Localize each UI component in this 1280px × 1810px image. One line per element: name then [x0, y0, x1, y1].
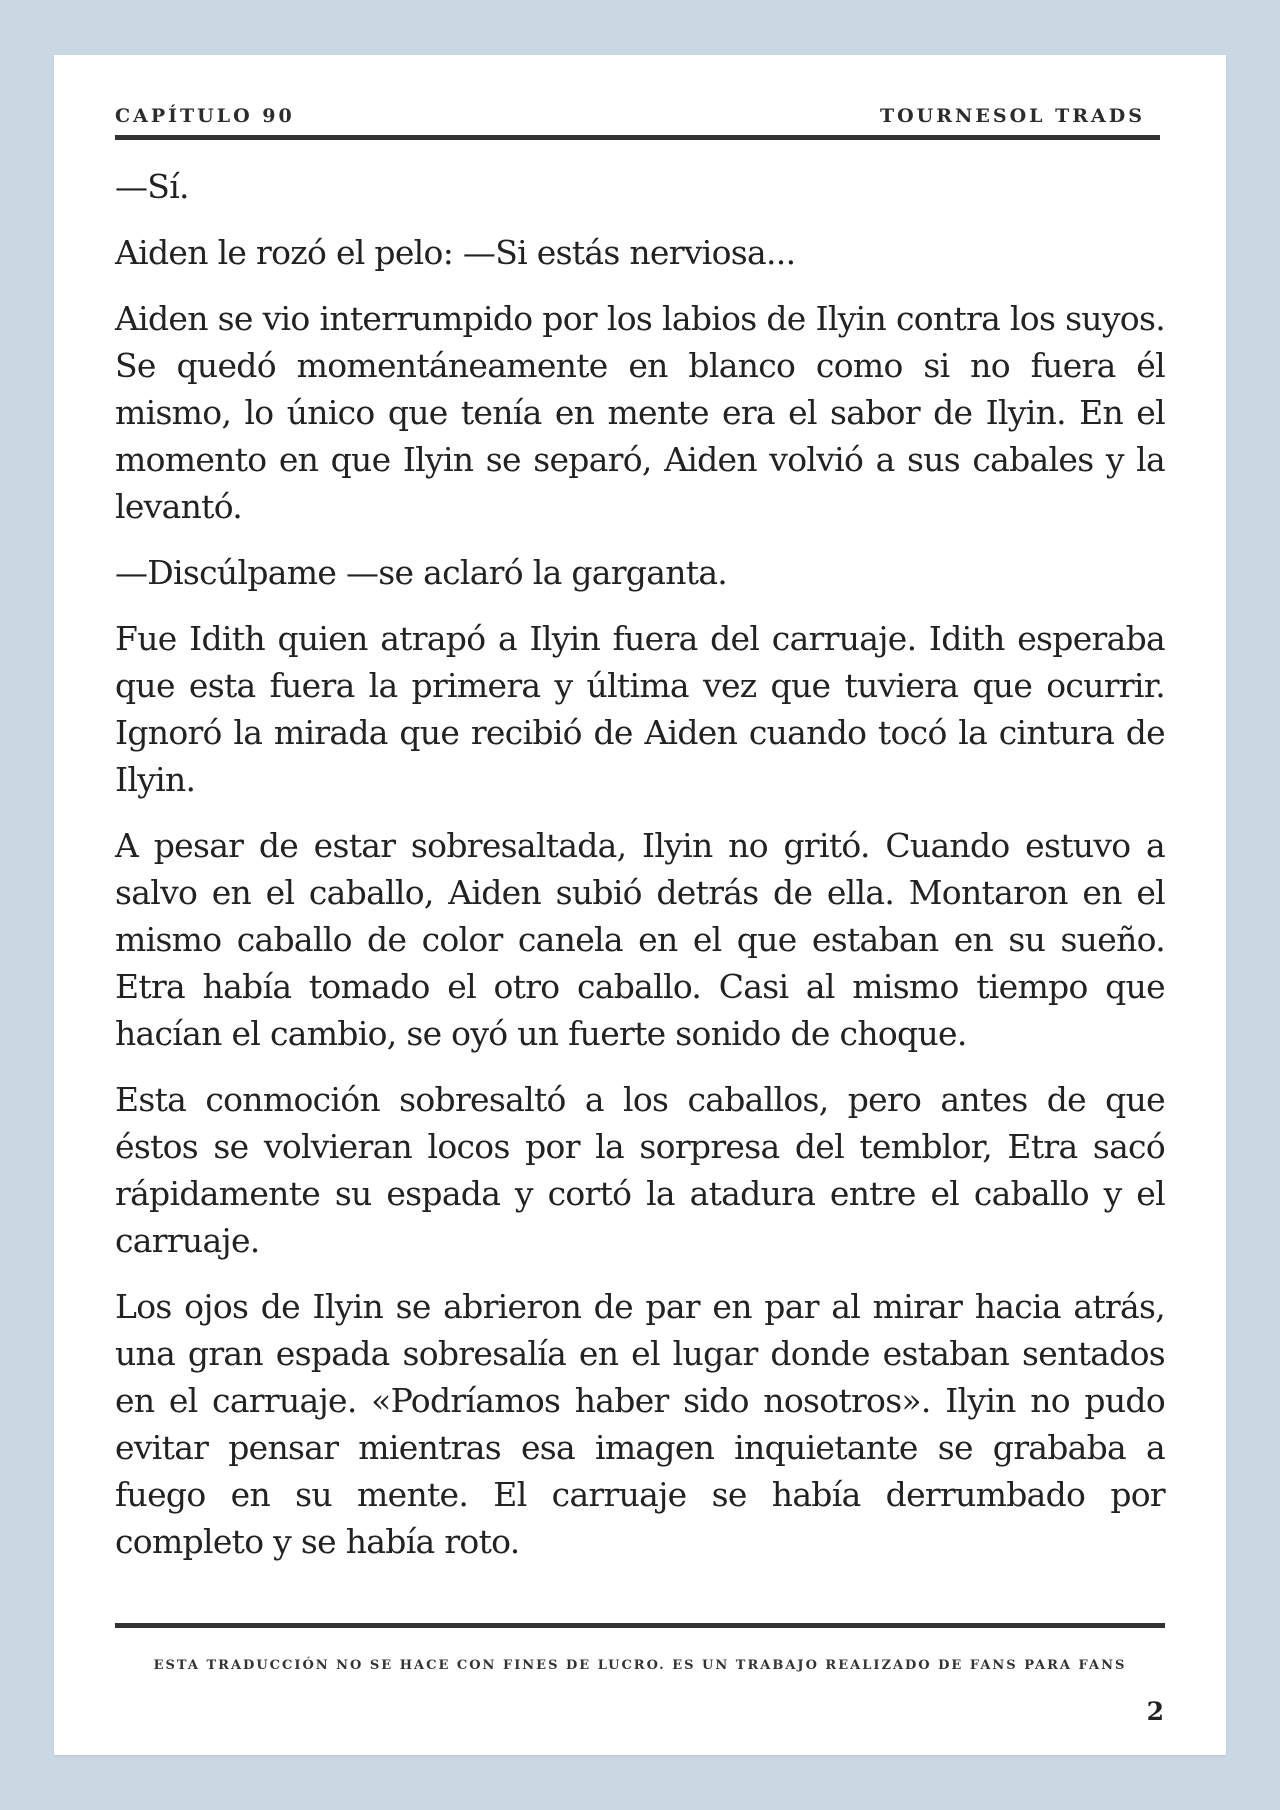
- paragraph: —Sí.: [115, 167, 189, 206]
- paragraph: Aiden se vio interrumpido por los labios de Ilyin contra los suyos. Se quedó momentáneamente en blanco como si no fuera él mismo, lo único que tenía en mente era el sabor de Ilyin. En el momento en que Ilyin se separó, Aiden volvió a sus cabales y la levantó.: [115, 299, 1165, 526]
- paragraph: Esta conmoción sobresaltó a los caballos, pero antes de que éstos se volvieran locos por la sorpresa del temblor, Etra sacó rápidamente su espada y cortó la atadura entre el caballo y el carruaje.: [115, 1080, 1165, 1260]
- paragraph: Aiden le rozó el pelo: —Si estás nerviosa...: [115, 233, 796, 272]
- paragraph: Los ojos de Ilyin se abrieron de par en par al mirar hacia atrás, una gran espada sobresalía en el lugar donde estaban sentados en el carruaje. «Podríamos haber sido nosotros». Ilyin no pudo evitar pensar mientras esa imagen inquietante se grababa a fuego en su mente. El carruaje se había derrumbado por completo y se había roto.: [115, 1287, 1165, 1561]
- translator-group: TOURNESOL TRADS: [879, 105, 1145, 127]
- body-text: [115, 163, 1165, 1584]
- page-header: [115, 105, 1160, 135]
- page-number: 2: [1146, 1697, 1164, 1726]
- page-sheet: [54, 55, 1226, 1755]
- paragraph: A pesar de estar sobresaltada, Ilyin no gritó. Cuando estuvo a salvo en el caballo, Aiden subió detrás de ella. Montaron en el mismo caballo de color canela en el que estaban en su sueño. Etra había tomado el otro caballo. Casi al mismo tiempo que hacían el cambio, se oyó un fuerte sonido de choque.: [115, 826, 1165, 1053]
- chapter-title: CAPÍTULO 90: [115, 105, 295, 127]
- paragraph: Fue Idith quien atrapó a Ilyin fuera del carruaje. Idith esperaba que esta fuera la primera y última vez que tuviera que ocurrir. Ignoró la mirada que recibió de Aiden cuando tocó la cintura de Ilyin.: [115, 619, 1165, 799]
- footer-divider: [115, 1623, 1165, 1628]
- header-divider: [115, 135, 1160, 140]
- paragraph: —Discúlpame —se aclaró la garganta.: [115, 553, 728, 592]
- footer-disclaimer: ESTA TRADUCCIÓN NO SE HACE CON FINES DE LUCRO. ES UN TRABAJO REALIZADO DE FANS PARA FANS: [153, 1658, 1127, 1673]
